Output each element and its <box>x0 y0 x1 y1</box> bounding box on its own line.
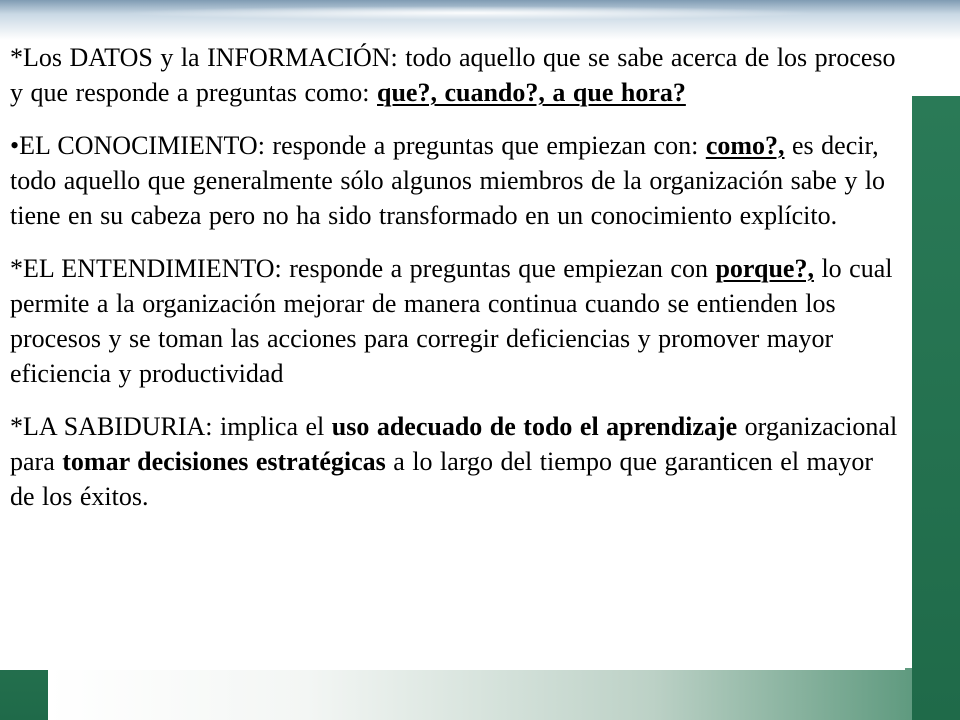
sabiduria-end: a lo largo del tiempo que garanticen el mayor de los éxitos. <box>10 447 873 511</box>
paragraph-datos <box>10 40 905 110</box>
sabiduria-bold-2: tomar decisiones estratégicas <box>62 447 386 476</box>
sabiduria-bold-1: uso adecuado de todo el aprendizaje <box>331 412 738 441</box>
top-decorative-band <box>0 0 960 40</box>
sabiduria-middle: organizacional para <box>10 412 898 476</box>
datos-questions: que?, cuando?, a que hora? <box>377 78 686 107</box>
conocimiento-question: como?, <box>705 131 785 160</box>
slide-text-box <box>0 40 905 670</box>
paragraph-entendimiento <box>10 251 905 391</box>
conocimiento-intro: •EL CONOCIMIENTO: responde a preguntas que empiezan con: <box>10 131 706 160</box>
bottom-gradient-band <box>48 668 912 720</box>
paragraph-conocimiento <box>10 128 905 233</box>
sabiduria-intro: *LA SABIDURIA: implica el <box>10 412 332 441</box>
paragraph-sabiduria <box>10 409 905 514</box>
conocimiento-rest: es decir, todo aquello que generalmente sólo algunos miembros de la organización sabe y lo tiene en su cabeza pero no ha sido transformado en un conocimiento explícito. <box>10 131 886 230</box>
right-green-bar <box>912 96 960 720</box>
entendimiento-intro: *EL ENTENDIMIENTO: responde a preguntas que empiezan con <box>10 254 716 283</box>
entendimiento-rest: lo cual permite a la organización mejorar de manera continua cuando se entienden los procesos y se toman las acciones para corregir deficiencias y promover mayor eficiencia y productividad <box>10 254 893 388</box>
entendimiento-question: porque?, <box>715 254 814 283</box>
datos-text: *Los DATOS y la INFORMACIÓN: todo aquello que se sabe acerca de los proceso y que responde a preguntas como: <box>10 43 896 107</box>
